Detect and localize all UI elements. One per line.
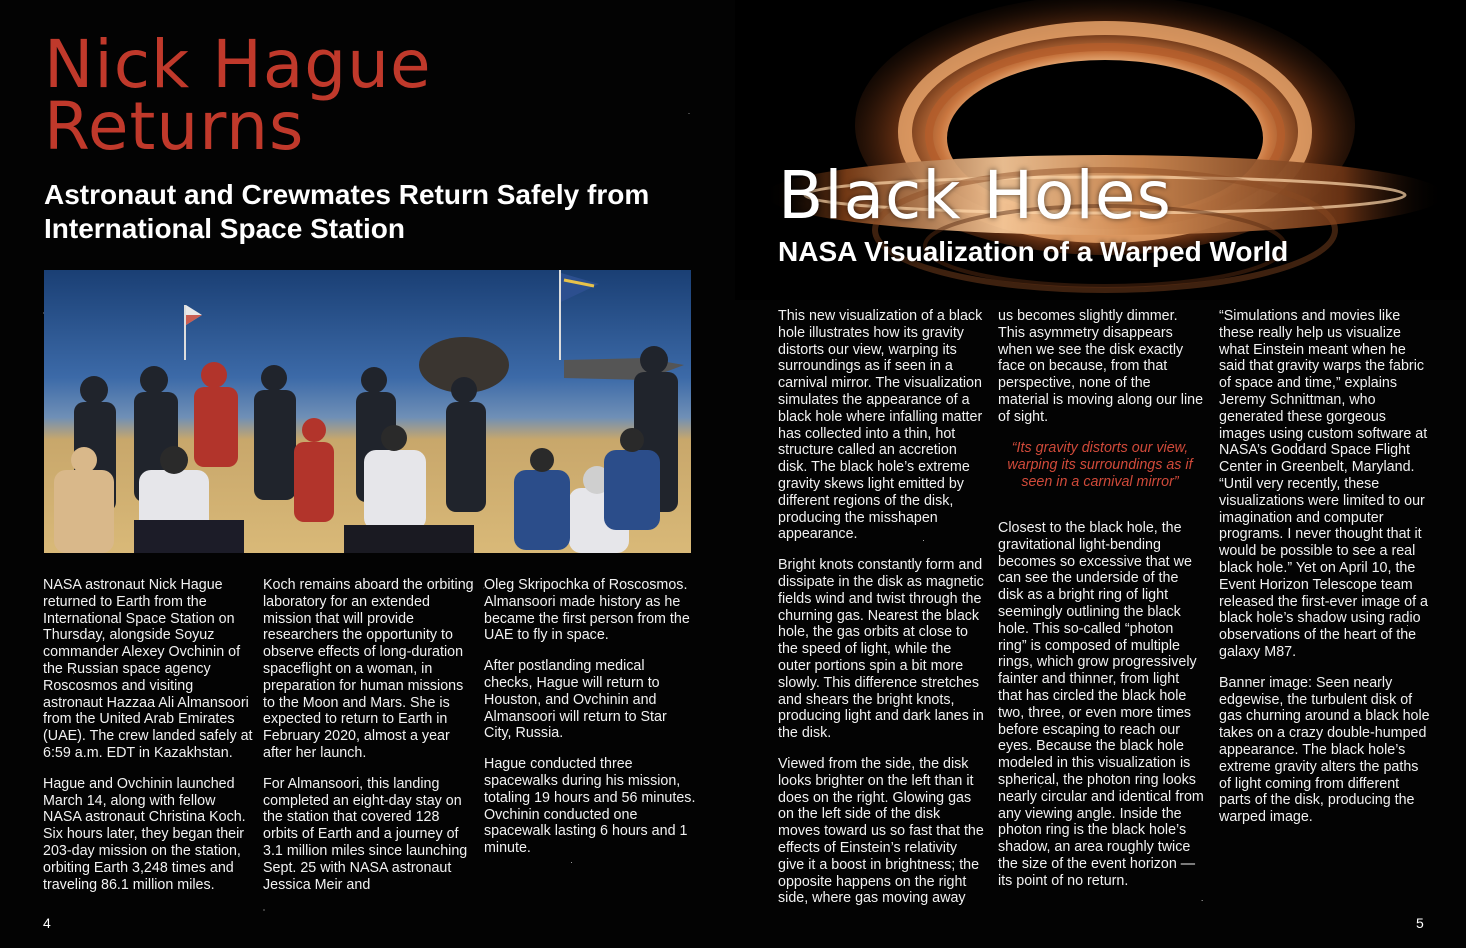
paragraph: NASA astronaut Nick Hague returned to Earth from the International Space Station on Thursday, alongside Soyuz commander Alexey Ovchinin of the Russian space agency Roscosmos and visiting astronaut Hazzaa Ali Almansoori from the United Arab Emirates (UAE). The crew landed safely at 6:59 a.m. EDT in Kazakhstan. bbox=[43, 577, 253, 761]
paragraph: us becomes slightly dimmer. This asymmetry disappears when we see the disk exactly face on because, from that perspective, none of the material is moving along our line of sight. bbox=[998, 308, 1204, 425]
paragraph: Bright knots constantly form and dissipate in the disk as magnetic fields wind and twist through the churning gas. Nearest the black hole, the gas orbits at close to the speed of light, while the outer portions spin a bit more slowly. This difference stretches and shears the bright knots, producing light and dark lanes in the disk. bbox=[778, 557, 984, 742]
paragraph: Viewed from the side, the disk looks brighter on the left than it does on the right. Glowing gas on the left side of the disk moves toward us so fast that the effects of Einstein’s relativity give it a boost in brightness; the opposite happens on the right side, where gas moving away bbox=[778, 755, 984, 907]
landing-crew-photo-icon bbox=[44, 270, 691, 553]
paragraph: Banner image: Seen nearly edgewise, the turbulent disk of gas churning around a black hole takes on a crazy double-humped appearance. The black hole’s extreme gravity alters the paths of light coming from different parts of the disk, producing the warped image. bbox=[1219, 674, 1430, 826]
paragraph: This new visualization of a black hole illustrates how its gravity distorts our view, warping its surroundings as if seen in a carnival mirror. The visualization simulates the appearance of a black hole where infalling matter has collected into a thin, hot structure called an accretion disk. The black hole’s extreme gravity skews light emitted by different regions of the disk, producing the misshapen appearance. bbox=[778, 308, 983, 543]
article-title-left bbox=[44, 26, 432, 165]
page-number-left: 4 bbox=[43, 915, 51, 931]
paragraph: Closest to the black hole, the gravitational light-bending becomes so excessive that we can see the underside of the disk as a bright ring of light seemingly outlining the black hole. This so-called “photon ring” is composed of multiple rings, which grow progressively fainter and thinner, from light that has circled the black hole two, three, or even more times before escaping to reach our eyes. Because the black hole modeled in this visualization is spherical, the photon ring looks nearly circular and identical from any viewing angle. Inside the photon ring is the black hole’s shadow, an area roughly twice the size of the event horizon — its point of no return. bbox=[998, 520, 1204, 889]
paragraph: After postlanding medical checks, Hague will return to Houston, and Ovchinin and Almansoori will return to Star City, Russia. bbox=[484, 658, 667, 742]
right-column-2-continued bbox=[998, 520, 1204, 904]
left-column-1 bbox=[43, 577, 255, 907]
right-column-3 bbox=[1219, 308, 1431, 840]
left-column-3 bbox=[484, 577, 696, 871]
pull-quote: “Its gravity distorts our view, warping its surroundings as if seen in a carnival mirror” bbox=[1007, 440, 1193, 490]
article-subtitle-left: Astronaut and Crewmates Return Safely from International Space Station bbox=[44, 179, 650, 244]
article-subtitle-right: NASA Visualization of a Warped World bbox=[778, 236, 1289, 267]
title-line-2: Returns bbox=[44, 88, 305, 165]
paragraph: Hague and Ovchinin launched March 14, along with fellow NASA astronaut Christina Koch. Six hours later, they began their 203-day mission on the station, orbiting Earth 3,248 times and traveling 86.1 million miles. bbox=[43, 775, 246, 893]
right-column-1 bbox=[778, 308, 986, 921]
left-column-2 bbox=[263, 577, 475, 907]
paragraph: Koch remains aboard the orbiting laboratory for an extended mission that will provide researchers the opportunity to observe effects of long-duration spaceflight on a woman, in preparation for human missions to the Moon and Mars. She is expected to return to Earth in February 2020, almost a year after her launch. bbox=[263, 577, 474, 761]
paragraph: For Almansoori, this landing completed an eight-day stay on the station that covered 128 orbits of Earth and a journey of 3.1 million miles since launching Sept. 25 with NASA astronaut Jessica Meir and bbox=[263, 775, 468, 893]
paragraph: Oleg Skripochka of Roscosmos. Almansoori made history as he became the first person from the UAE to fly in space. bbox=[484, 577, 690, 644]
article-title-right: Black Holes bbox=[778, 157, 1172, 234]
paragraph: Hague conducted three spacewalks during his mission, totaling 19 hours and 56 minutes. Ovchinin conducted one spacewalk lasting 6 hours and 1 minute. bbox=[484, 756, 696, 857]
page-number-right: 5 bbox=[1416, 915, 1424, 931]
title-line-1: Nick Hague bbox=[44, 26, 432, 103]
paragraph: “Simulations and movies like these really help us visualize what Einstein meant when he said that gravity warps the fabric of space and time,” explains Jeremy Schnittman, who generated these gorgeous images using custom software at NASA’s Goddard Space Flight Center in Greenbelt, Maryland. “Until very recently, these visualizations were limited to our imagination and computer programs. I never thought that it would be possible to see a real black hole.” Yet on April 10, the Event Horizon Telescope team released the first-ever image of a black hole’s shadow using radio observations of the heart of the galaxy M87. bbox=[1219, 308, 1428, 660]
right-column-2 bbox=[998, 308, 1204, 440]
